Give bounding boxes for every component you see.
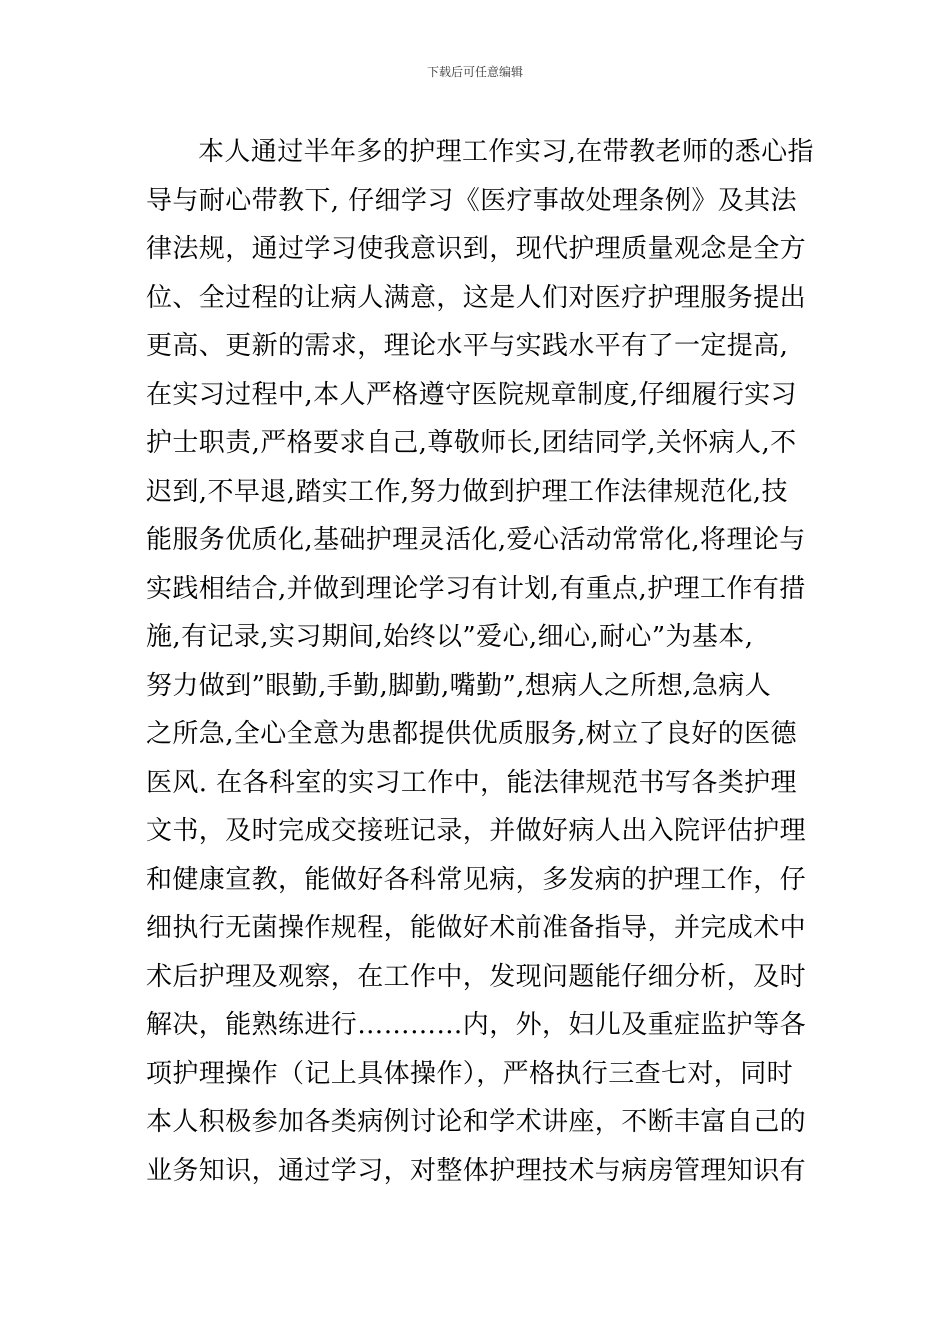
text-line: 施,有记录,实习期间,始终以”爱心,细心,耐心”为基本, [146,622,754,652]
text-line: 努力做到”眼勤,手勤,脚勤,嘴勤”,想病人之所想,急病人 [146,670,772,701]
text-line: 本人积极参加各类病例讨论和学术讲座，不断丰富自己的 [146,1107,807,1137]
text-line: 和健康宣教，能做好各科常见病，多发病的护理工作，仔 [146,864,807,895]
header-note: 下载后可任意编辑 [426,65,523,79]
text-line: 之所急,全心全意为患都提供优质服务,树立了良好的医德 [146,719,797,749]
text-line: 位、全过程的让病人满意，这是人们对医疗护理服务提出 [146,282,807,313]
text-line: 本人通过半年多的护理工作实习,在带教老师的悉心指 [198,137,814,167]
text-line: 更高、更新的需求，理论水平与实践水平有了一定提高, [146,331,789,361]
text-line: 解决，能熟练进行…………内，外，妇儿及重症监护等各 [146,1010,807,1040]
text-line: 护士职责,严格要求自己,尊敬师长,团结同学,关怀病人,不 [146,428,797,458]
text-line: 业务知识，通过学习，对整体护理技术与病房管理知识有 [146,1155,807,1186]
text-line: 能服务优质化,基础护理灵活化,爱心活动常常化,将理论与 [146,525,806,555]
text-line: 医风. 在各科室的实习工作中，能法律规范书写各类护理 [146,767,797,798]
body-paragraph [146,128,814,1195]
text-line: 项护理操作（记上具体操作），严格执行三查七对，同时 [146,1058,794,1089]
text-line: 导与耐心带教下, 仔细学习《医疗事故处理条例》及其法 [146,185,797,216]
text-line: 实践相结合,并做到理论学习有计划,有重点,护理工作有措 [146,573,806,604]
text-line: 迟到,不早退,踏实工作,努力做到护理工作法律规范化,技 [146,476,788,507]
text-line: 在实习过程中,本人严格遵守医院规章制度,仔细履行实习 [146,379,797,410]
text-line: 律法规，通过学习使我意识到，现代护理质量观念是全方 [146,234,807,264]
text-line: 文书，及时完成交接班记录，并做好病人出入院评估护理 [146,816,807,846]
text-line: 术后护理及观察，在工作中，发现问题能仔细分析，及时 [146,961,807,992]
text-line: 细执行无菌操作规程，能做好术前准备指导，并完成术中 [146,913,807,943]
